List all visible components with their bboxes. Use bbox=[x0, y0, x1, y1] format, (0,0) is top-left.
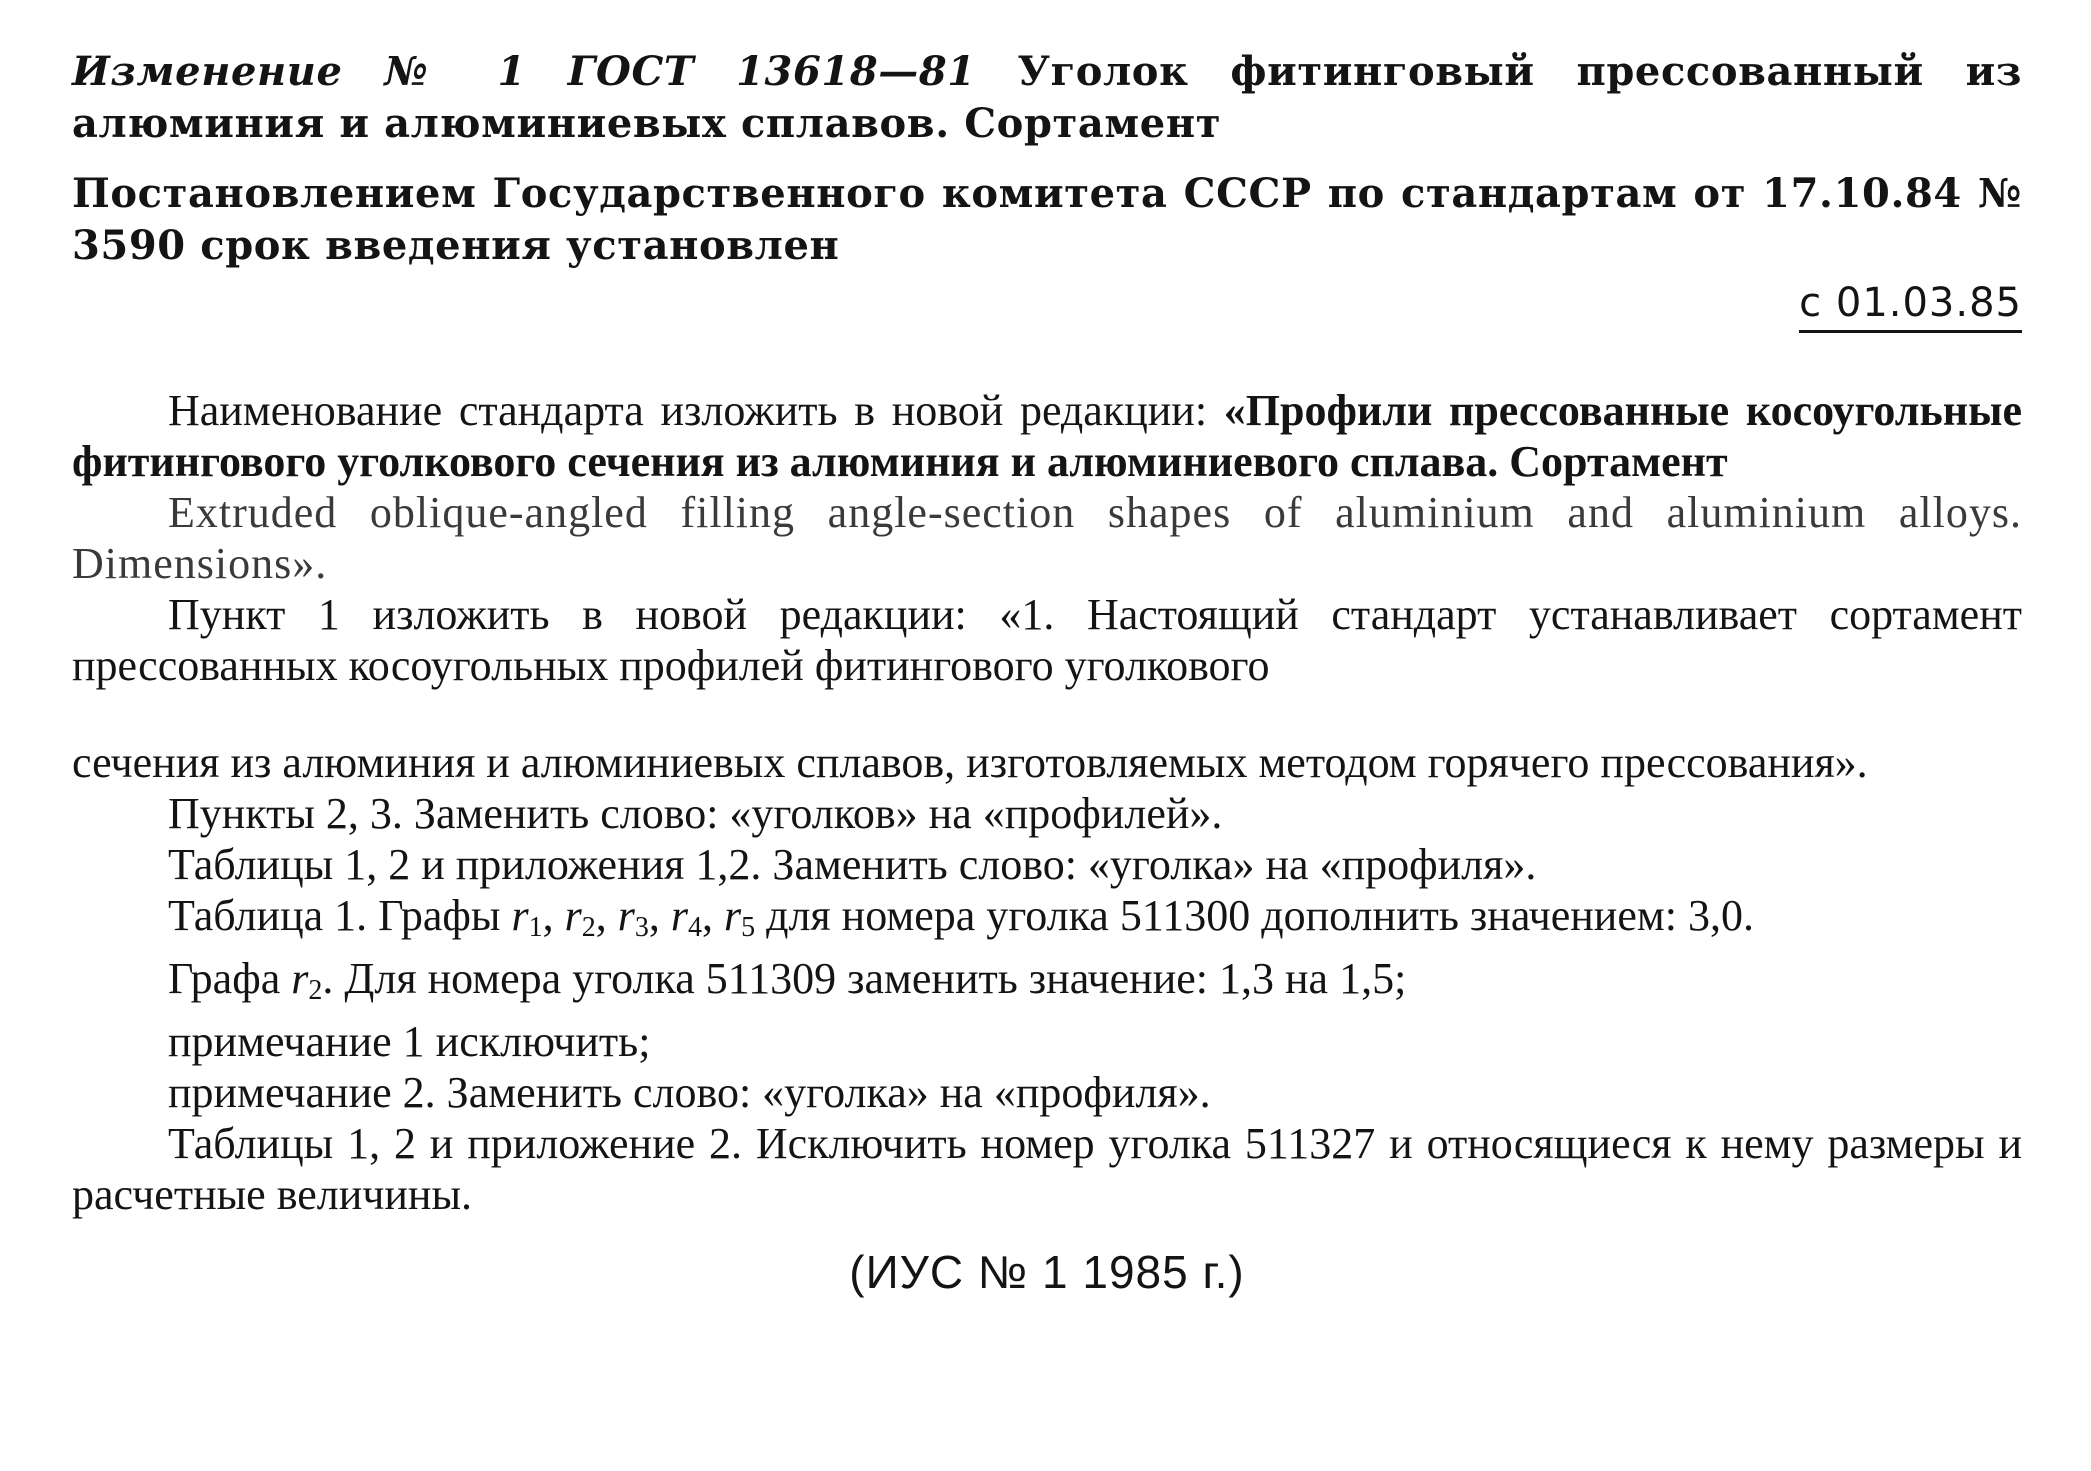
r-symbol-4: r bbox=[670, 891, 688, 940]
r-symbol-2: r bbox=[564, 891, 582, 940]
paragraph-tables-1-2: Таблицы 1, 2 и приложения 1,2. Заменить слово: «уголка» на «профиля». bbox=[168, 840, 1537, 889]
standard-name: Уголок фитинговый прессованный из алюминия и алюминиевых сплавов. Сортамент bbox=[72, 48, 2022, 147]
table-1-columns-suffix: для номера уголка 511300 дополнить значением: 3,0. bbox=[755, 891, 1754, 940]
paragraph-new-name bbox=[72, 385, 2022, 487]
r-symbol-3: r bbox=[617, 891, 635, 940]
paragraph-note-1: примечание 1 исключить; bbox=[168, 1017, 651, 1066]
subscript-3: 3 bbox=[634, 912, 649, 943]
amendment-number: Изменение № 1 ГОСТ 13618—81 bbox=[72, 48, 976, 95]
r-symbol-6: r bbox=[291, 954, 309, 1003]
paragraph-note-2: примечание 2. Заменить слово: «уголка» на «профиля». bbox=[168, 1068, 1211, 1117]
effective-date-row bbox=[72, 278, 2022, 333]
paragraph-item-1: Пункт 1 изложить в новой редакции: «1. Настоящий стандарт устанавливает сортамент прессованных косоугольных профилей фитингового уголкового bbox=[72, 590, 2022, 690]
paragraph-column-r2 bbox=[72, 953, 2022, 1016]
r-symbol-1: r bbox=[511, 891, 529, 940]
table-1-columns-prefix: Таблица 1. Графы bbox=[168, 891, 512, 940]
subscript-5: 5 bbox=[741, 912, 756, 943]
subscript-4: 4 bbox=[687, 912, 702, 943]
subscript-1: 1 bbox=[528, 912, 543, 943]
paragraph-table-1-columns bbox=[72, 890, 2022, 953]
english-title: Extruded oblique-angled filling angle-section shapes of aluminium and aluminium alloys. Dimensions». bbox=[72, 488, 2022, 588]
column-r2-suffix: . Для номера уголка 511309 заменить значение: 1,3 на 1,5; bbox=[322, 954, 1407, 1003]
effective-date: с 01.03.85 bbox=[1799, 278, 2022, 333]
paragraph-exclude-number: Таблицы 1, 2 и приложение 2. Исключить номер уголка 511327 и относящиеся к нему размеры и расчетные величины. bbox=[72, 1119, 2022, 1219]
separator-1: , bbox=[542, 891, 554, 940]
separator-3: , bbox=[648, 891, 660, 940]
paragraph-item-1-continued: сечения из алюминия и алюминиевых сплавов, изготовляемых методом горячего прессования». bbox=[72, 738, 1868, 787]
paragraph-items-2-3: Пункты 2, 3. Заменить слово: «уголков» на «профилей». bbox=[168, 789, 1223, 838]
decree-statement: Постановлением Государственного комитета СССР по стандартам от 17.10.84 № 3590 срок введения установлен bbox=[72, 170, 2022, 269]
paragraph-new-name-prefix: Наименование стандарта изложить в новой редакции: bbox=[168, 386, 1224, 435]
subscript-2: 2 bbox=[581, 912, 596, 943]
document-page bbox=[72, 46, 2022, 1300]
separator-2: , bbox=[595, 891, 607, 940]
subscript-6: 2 bbox=[308, 975, 323, 1006]
ius-reference: (ИУС № 1 1985 г.) bbox=[849, 1246, 1245, 1298]
r-symbol-5: r bbox=[723, 891, 742, 940]
amendment-title bbox=[72, 46, 2022, 150]
separator-4: , bbox=[701, 891, 713, 940]
amendment-body bbox=[72, 385, 2022, 1220]
new-standard-title: «Профили прессованные косоугольные фитингового уголкового сечения из алюминия и алюминиевого сплава. Сортамент bbox=[72, 386, 2022, 486]
column-r2-prefix: Графа bbox=[168, 954, 292, 1003]
